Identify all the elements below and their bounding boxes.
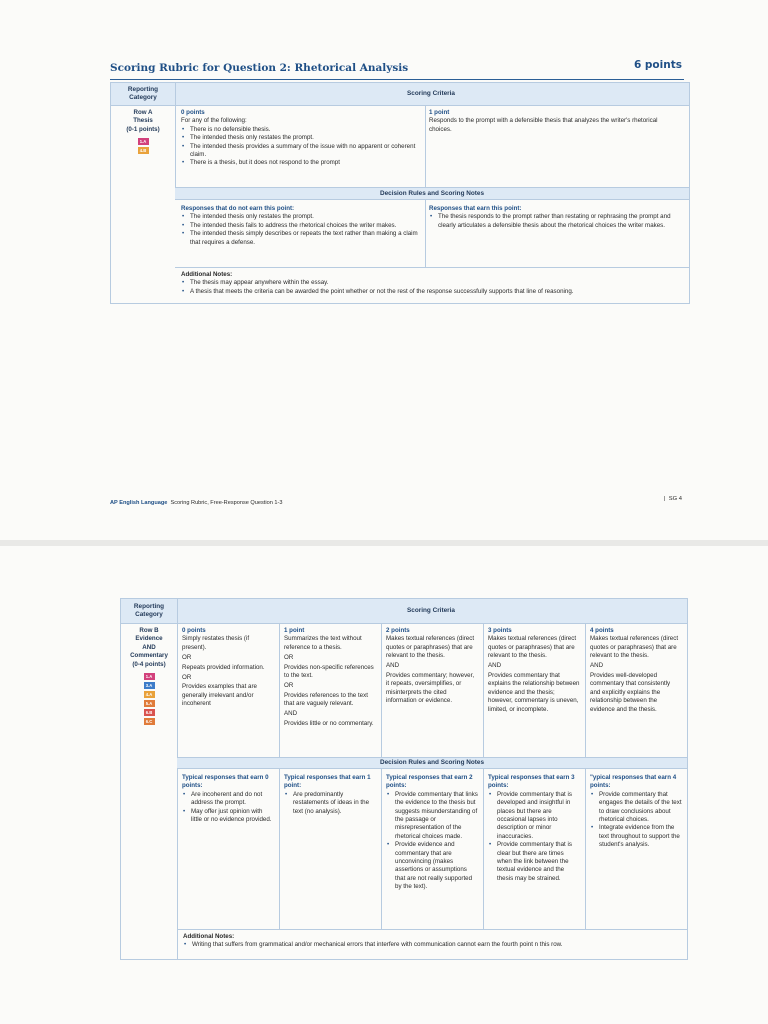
skill-badge: 1.A [138, 138, 149, 145]
bullet-item: • Provide commentary that engages the details of the text to draw conclusions about rhetorical choices. [590, 791, 682, 825]
col-line: Provides commentary; however, it repeats, oversimplifies, or misinterprets the cited information or evidence. [386, 672, 475, 705]
col-line: Provides commentary that explains the relationship between evidence and the thesis; however, commentary is uneven, limited, or incomplete. [488, 672, 580, 713]
typical-heading: Typical responses that earn 3 points: [488, 774, 575, 790]
notes-heading: Additional Notes: [181, 271, 233, 278]
skill-badge: 4.B [138, 147, 149, 154]
typical-heading: Typical responses that earn 0 points: [182, 774, 269, 790]
typical-heading: "ypical responses that earn 4 points: [590, 774, 677, 790]
col-heading: 0 points [182, 627, 206, 634]
criteria-1-point [429, 109, 679, 134]
bullet-item: • The intended thesis provides a summary of the issue with no apparent or coherent claim. [181, 143, 423, 160]
bullet-item: • The intended thesis simply describes or repeats the text rather than making a claim that requires a defense. [181, 230, 423, 247]
col-heading: 2 points [386, 627, 410, 634]
footer-text: Scoring Rubric, Free-Response Question 1-3 [170, 500, 283, 506]
typical-col-3 [488, 774, 580, 883]
row-name-2: Commentary [130, 652, 168, 660]
col-line: AND [590, 662, 604, 670]
bullet-item: • Integrate evidence from the text throughout to support the student's analysis. [590, 824, 682, 849]
col-line: Makes textual references (direct quotes or paraphrases) that are relevant to the thesis. [386, 635, 475, 660]
skill-badge: 6.B [144, 709, 155, 716]
bullet-item: • Provide evidence and commentary that are unconvincing (makes assertions or assumptions that are not really supported by the text). [386, 841, 478, 891]
col-line: Provides references to the text that are vaguely relevant. [284, 691, 368, 708]
decision-rules-header: Decision Rules and Scoring Notes [175, 187, 689, 200]
criteria-col-1 [284, 627, 376, 730]
additional-notes [183, 933, 683, 950]
col-line: OR [284, 681, 294, 689]
col-line: Repeats provided information. [182, 663, 265, 671]
row-range: (0-1 points) [126, 125, 160, 133]
row-label: Row B [139, 627, 159, 634]
bullet-item: • The intended thesis only restates the prompt. [181, 213, 423, 221]
col-line: OR [182, 653, 192, 661]
criteria-col-0 [182, 627, 274, 710]
col0-heading: 0 points [181, 109, 205, 116]
rubric-page-2 [0, 546, 768, 1024]
col-heading: 1 point [284, 627, 305, 634]
skill-badge: 3.A [144, 682, 155, 689]
notes-bullets [183, 941, 683, 949]
bullet-item: • Writing that suffers from grammatical and/or mechanical errors that interfere with communication cannot earn the fourth point n this row. [183, 941, 683, 949]
typical-col-0 [182, 774, 274, 824]
bullet-item: • There is a thesis, but it does not respond to the prompt [181, 159, 423, 167]
title-bar [110, 58, 684, 80]
col-line: OR [284, 653, 294, 661]
col-line: Provides examples that are generally irrelevant and/or incoherent [182, 683, 257, 708]
notes-heading: Additional Notes: [183, 933, 235, 940]
bullet-item: • The thesis responds to the prompt rather than restating or rephrasing the prompt and clearly articulates a defensible thesis about the rhetorical choices the writer makes. [429, 213, 679, 230]
bullet-item: • Provide commentary that links the evidence to the thesis but suggests misunderstanding of the passage or misrepresentation of the rhetorical choices made. [386, 791, 478, 841]
criteria-0-points [181, 109, 423, 168]
typical-col-1 [284, 774, 376, 816]
typical-heading: Typical responses that earn 2 points: [386, 774, 473, 790]
col-line: Summarizes the text without reference to a thesis. [284, 635, 362, 651]
col-line: Simply restates thesis (if present). [182, 635, 250, 651]
bullet-item: • May offer just opinion with little or no evidence provided. [182, 808, 274, 825]
row-label: Row A [133, 109, 153, 116]
col-line: AND [488, 662, 502, 670]
bullet-item: • There is no defensible thesis. [181, 126, 423, 134]
header-reporting-category: Reporting Category [133, 603, 165, 618]
col-line: AND [284, 710, 298, 718]
col0-bullets [181, 126, 423, 168]
row-range: (0-4 points) [132, 660, 166, 668]
col-line: OR [182, 673, 192, 681]
no-earn-bullets [181, 213, 423, 247]
col1-text: Responds to the prompt with a defensible thesis that analyzes the writer's rhetorical choices. [429, 117, 658, 133]
thesis-table [110, 82, 690, 304]
col-line: Makes textual references (direct quotes or paraphrases) that are relevant to the thesis. [590, 635, 679, 660]
header-reporting-category: Reporting Category [127, 86, 159, 101]
typical-heading: Typical responses that earn 1 point: [284, 774, 371, 790]
decision-rules-header: Decision Rules and Scoring Notes [177, 757, 687, 769]
additional-notes [181, 271, 685, 296]
skill-badge: 4.A [144, 691, 155, 698]
typical-bullets [284, 791, 376, 816]
criteria-col-4 [590, 627, 682, 716]
bullet-item: • Are incoherent and do not address the prompt. [182, 791, 274, 808]
typical-col-2 [386, 774, 478, 892]
col-heading: 3 points [488, 627, 512, 634]
col-heading: 4 points [590, 627, 614, 634]
typical-bullets [488, 791, 580, 883]
col0-intro: For any of the following: [181, 117, 247, 125]
col-line: Provides non-specific references to the text. [284, 663, 374, 680]
skill-badges [122, 673, 176, 725]
bullet-item: • Provide commentary that is clear but there are times when the link between the textual evidence and the thesis may be strained. [488, 841, 580, 883]
typical-bullets [590, 791, 682, 850]
page-number: | SG 4 [664, 496, 682, 502]
no-earn-heading: Responses that do not earn this point: [181, 205, 295, 212]
page-footer [110, 500, 282, 506]
bullet-item: • The intended thesis fails to address the rhetorical choices the writer makes. [181, 222, 423, 230]
row-name: Evidence [135, 635, 163, 643]
typical-bullets [182, 791, 274, 825]
earn-heading: Responses that earn this point: [429, 205, 522, 212]
header-scoring-criteria: Scoring Criteria [407, 607, 455, 614]
bullet-item: • The thesis may appear anywhere within the essay. [181, 279, 685, 287]
skill-badge: 1.A [144, 673, 155, 680]
row-b-category [122, 627, 176, 725]
header-scoring-criteria: Scoring Criteria [407, 90, 455, 97]
col-line: Makes textual references (direct quotes or paraphrases) that are relevant to the thesis. [488, 635, 577, 660]
notes-bullets [181, 279, 685, 296]
typical-col-4 [590, 774, 682, 850]
col1-heading: 1 point [429, 109, 450, 116]
col-line: AND [386, 662, 400, 670]
bullet-item: • Provide commentary that is developed and insightful in places but there are occasional lapses into description or minor inaccuracies. [488, 791, 580, 841]
criteria-col-3 [488, 627, 580, 716]
bullet-item: • A thesis that meets the criteria can be awarded the point whether or not the rest of the response successfully supports that line of reasoning. [181, 288, 685, 296]
earn-bullets [429, 213, 679, 230]
evidence-table [120, 598, 688, 960]
row-a-category [113, 109, 173, 154]
typical-bullets [386, 791, 478, 892]
points-total: 6 points [633, 59, 682, 71]
skill-badges [113, 138, 173, 154]
skill-badge: 6.C [144, 718, 155, 725]
bullet-item: • Are predominantly restatements of ideas in the text (no analysis). [284, 791, 376, 816]
responses-not-earn [181, 205, 423, 247]
page-title: Scoring Rubric for Question 2: Rhetorical Analysis [110, 62, 409, 74]
row-name: Thesis [133, 117, 153, 125]
row-and: AND [142, 643, 156, 651]
bullet-item: • The intended thesis only restates the prompt. [181, 134, 423, 142]
col-line: Provides well-developed commentary that consistently and explicitly explains the relationship between the evidence and the thesis. [590, 672, 671, 713]
criteria-col-2 [386, 627, 478, 707]
skill-badge: 5.A [144, 700, 155, 707]
responses-earn [429, 205, 679, 230]
footer-brand: AP English Language [110, 500, 168, 506]
col-line: Provides little or no commentary. [284, 720, 374, 728]
